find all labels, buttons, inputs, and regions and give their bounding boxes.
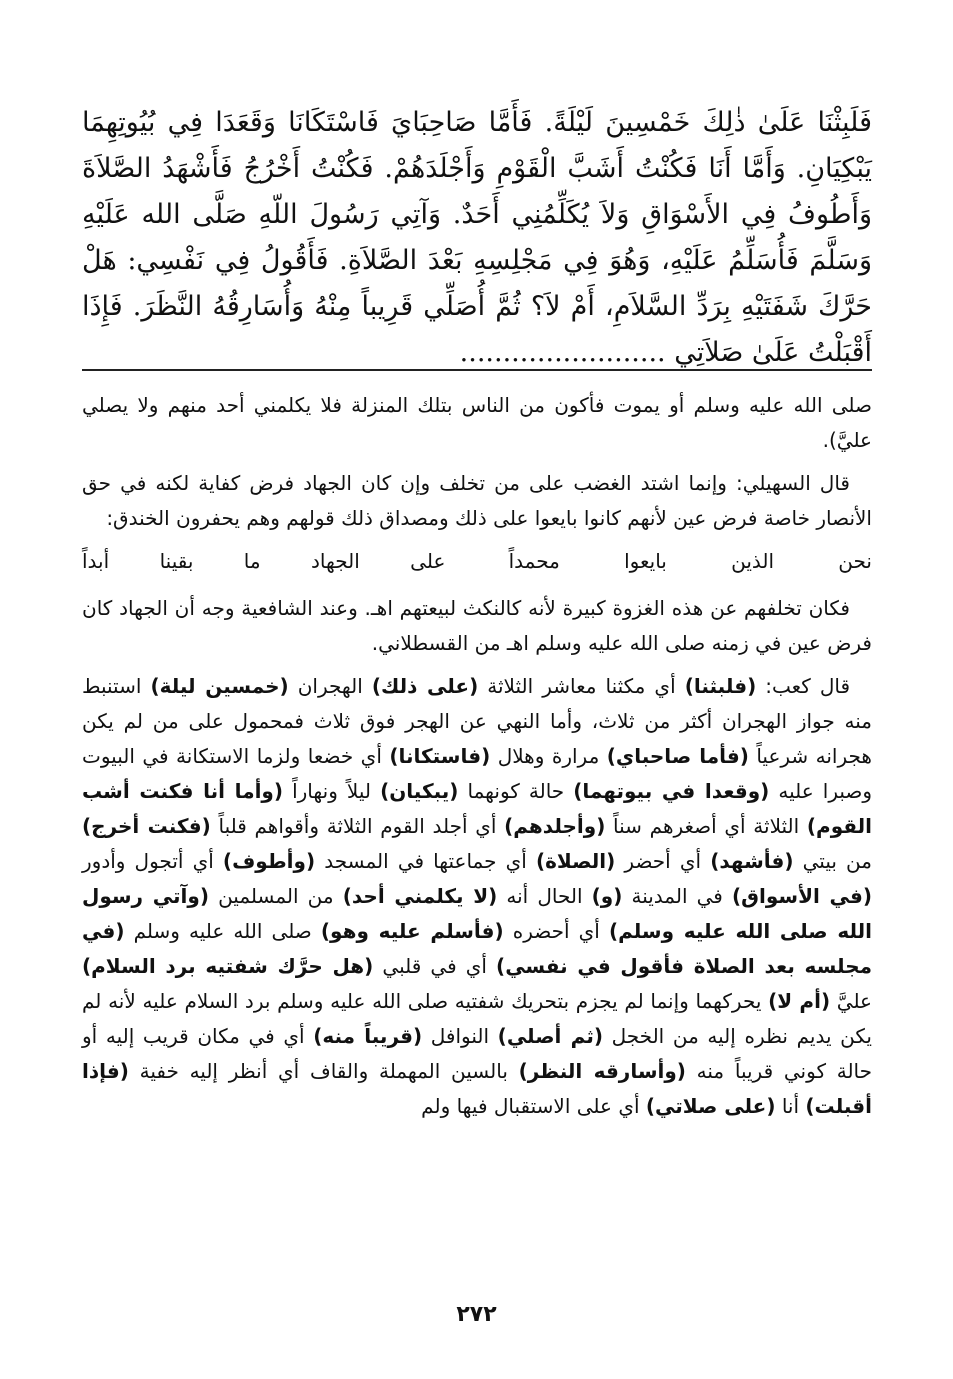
verse-first-hemistich: نحن الذين بايعوا محمداً (508, 549, 872, 573)
quoted-phrase: (خمسين ليلة) (150, 674, 289, 698)
page-number: ٢٧٢ (456, 1302, 497, 1327)
explanation-text: قال كعب: (756, 674, 851, 698)
explanation-text: أي في قلبي (373, 954, 497, 978)
quoted-phrase: (في الأسواق) (731, 884, 873, 908)
quoted-phrase: (يبكيان) (380, 779, 459, 803)
explanation-text: استنبط منه جواز الهجران أكثر من ثلاث، وأما النهي عن الهجر فوق ثلاث فمحمول على من لم يكن هجرانه شرعياً (82, 674, 872, 768)
explanation-text: عليَّ (830, 989, 872, 1013)
quoted-phrase: (قريباً منه) (313, 1024, 423, 1048)
quoted-phrase: (فلبثنا) (684, 674, 757, 698)
commentary-section (82, 388, 872, 1132)
quoted-phrase: (على صلاتي) (645, 1094, 776, 1118)
quoted-phrase: (ثم أصلي) (497, 1024, 603, 1048)
explanation-text: أي في مكان قريب إليه أو حالة كوني قريباً منه (82, 1024, 872, 1083)
quoted-phrase: (فاستكانا) (389, 744, 491, 768)
explanation-text: الهجران (288, 674, 372, 698)
explanation-text: أي خضعا ولزما الاستكانة في البيوت وصبرا عليه (82, 744, 873, 803)
explanation-text: من بيتي (793, 849, 872, 873)
quoted-phrase: (وأطوف) (222, 849, 316, 873)
quoted-phrase: (وآتي رسول الله صلى الله عليه وسلم) (82, 884, 872, 943)
quoted-phrase: (و) (591, 884, 623, 908)
commentary-paragraph-4 (82, 669, 872, 1124)
explanation-text: بالسين المهملة والقاف أي أنظر إليه خفية (128, 1059, 519, 1083)
explanation-text: أي على الاستقبال فيها ولم (421, 1094, 646, 1118)
quoted-phrase: (أم لا) (768, 989, 831, 1013)
explanation-text: أي أتجول وأدور (82, 849, 223, 873)
explanation-text: الثلاثة أي أصغرهم سناً (605, 814, 807, 838)
quoted-phrase: (هل حرَّك شفتيه برد السلام) (82, 954, 374, 978)
quoted-phrase: (فإذا أقبلت) (82, 1059, 872, 1118)
quoted-phrase: (فأما صاحباي) (606, 744, 749, 768)
explanation-text: أي أحضر (615, 849, 711, 873)
quoted-phrase: (فكنت أخرج) (82, 814, 211, 838)
explanation-text: مرارة وهلال (490, 744, 607, 768)
explanation-text: أنا (775, 1094, 806, 1118)
poem-verse (82, 544, 872, 579)
quoted-phrase: (وأما أنا فكنت أشب القوم) (82, 779, 873, 838)
explanation-text: يحركهما وإنما لم يجزم بتحريك شفتيه صلى الله عليه وسلم برد السلام عليه لأنه لم يكن يديم نظره إليه من الخجل (82, 989, 872, 1048)
explanation-text: أي أحضره (503, 919, 609, 943)
hadith-text (82, 100, 872, 376)
explanation-text: الحال أنه (497, 884, 592, 908)
explanation-text: صلى الله عليه وسلم (124, 919, 321, 943)
quoted-phrase: (لا يكلمني أحد) (342, 884, 498, 908)
explanation-text: من المسلمين (208, 884, 343, 908)
quoted-phrase: (في مجلسه بعد الصلاة فأقول في نفسي) (82, 919, 872, 978)
commentary-paragraph-1: صلى الله عليه وسلم أو يموت فأكون من الناس بتلك المنزلة فلا يكلمني أحد منهم ولا يصلي عليَّ). (82, 393, 872, 452)
footnote-separator (82, 369, 872, 371)
quoted-phrase: (وأجلدهم) (504, 814, 606, 838)
quoted-phrase: (وقعدا في بيوتهما) (573, 779, 770, 803)
explanation-text: في المدينة (622, 884, 732, 908)
commentary-paragraph-2: قال السهيلي: وإنما اشتد الغضب على من تخلف وإن كان الجهاد فرض كفاية لكنه في حق الأنصار خاصة فرض عين لأنهم كانوا بايعوا على ذلك ومصداق ذلك قولهم وهم يحفرون الخندق: (82, 471, 872, 530)
quoted-phrase: (فأشهد) (710, 849, 794, 873)
verse-second-hemistich: على الجهاد ما بقينا أبداً (82, 549, 446, 573)
explanation-text: النوافل (422, 1024, 498, 1048)
explanation-text: أي مكثنا معاشر الثلاثة (478, 674, 685, 698)
commentary-paragraph-3: فكان تخلفهم عن هذه الغزوة كبيرة لأنه كالنكث لبيعتهم اهـ. وعند الشافعية وجه أن الجهاد كان فرض عين في زمنه صلى الله عليه وسلم اهـ من القسطلاني. (82, 596, 872, 655)
quoted-phrase: (الصلاة) (535, 849, 616, 873)
explanation-text: أي أجلد القوم الثلاثة وأقواهم قلباً (210, 814, 505, 838)
quoted-phrase: (فأسلم عليه وهو) (320, 919, 504, 943)
quoted-phrase: (على ذلك) (371, 674, 479, 698)
explanation-text: ليلاً ونهاراً (283, 779, 381, 803)
quoted-phrase: (وأسارقه النظر) (518, 1059, 686, 1083)
hadith-paragraph: فَلَبِثْنَا عَلَىٰ ذٰلِكَ خَمْسِينَ لَيْلَةً. فَأَمَّا صَاحِبَايَ فَاسْتَكَانَا وَقَعَدَا فِي بُيُوتِهِمَا يَبْكِيَانِ. وَأَمَّا أَنَا فَكُنْتُ أَشَبَّ الْقَوْمِ وَأَجْلَدَهُمْ. فَكُنْتُ أَخْرُجُ فَأَشْهَدُ الصَّلاَةَ وَأَطُوفُ فِي الأَسْوَاقِ وَلاَ يُكَلِّمُنِي أَحَدٌ. وَآتِي رَسُولَ اللّهِ صَلَّى الله عَلَيْهِ وَسَلَّمَ فَأُسَلِّمُ عَلَيْهِ، وَهُوَ فِي مَجْلِسِهِ بَعْدَ الصَّلاَةِ. فَأَقُولُ فِي نَفْسِي: هَلْ حَرَّكَ شَفَتَيْهِ بِرَدِّ السَّلاَمِ، أَمْ لاَ؟ ثُمَّ أُصَلِّي قَرِيباً مِنْهُ وَأُسَارِقُهُ النَّظَرَ. فَإِذَا أَقْبَلْتُ عَلَىٰ صَلاَتِي ........................ (82, 107, 872, 368)
explanation-text: أي جماعتها في المسجد (315, 849, 536, 873)
explanation-text: حالة كونهما (458, 779, 574, 803)
